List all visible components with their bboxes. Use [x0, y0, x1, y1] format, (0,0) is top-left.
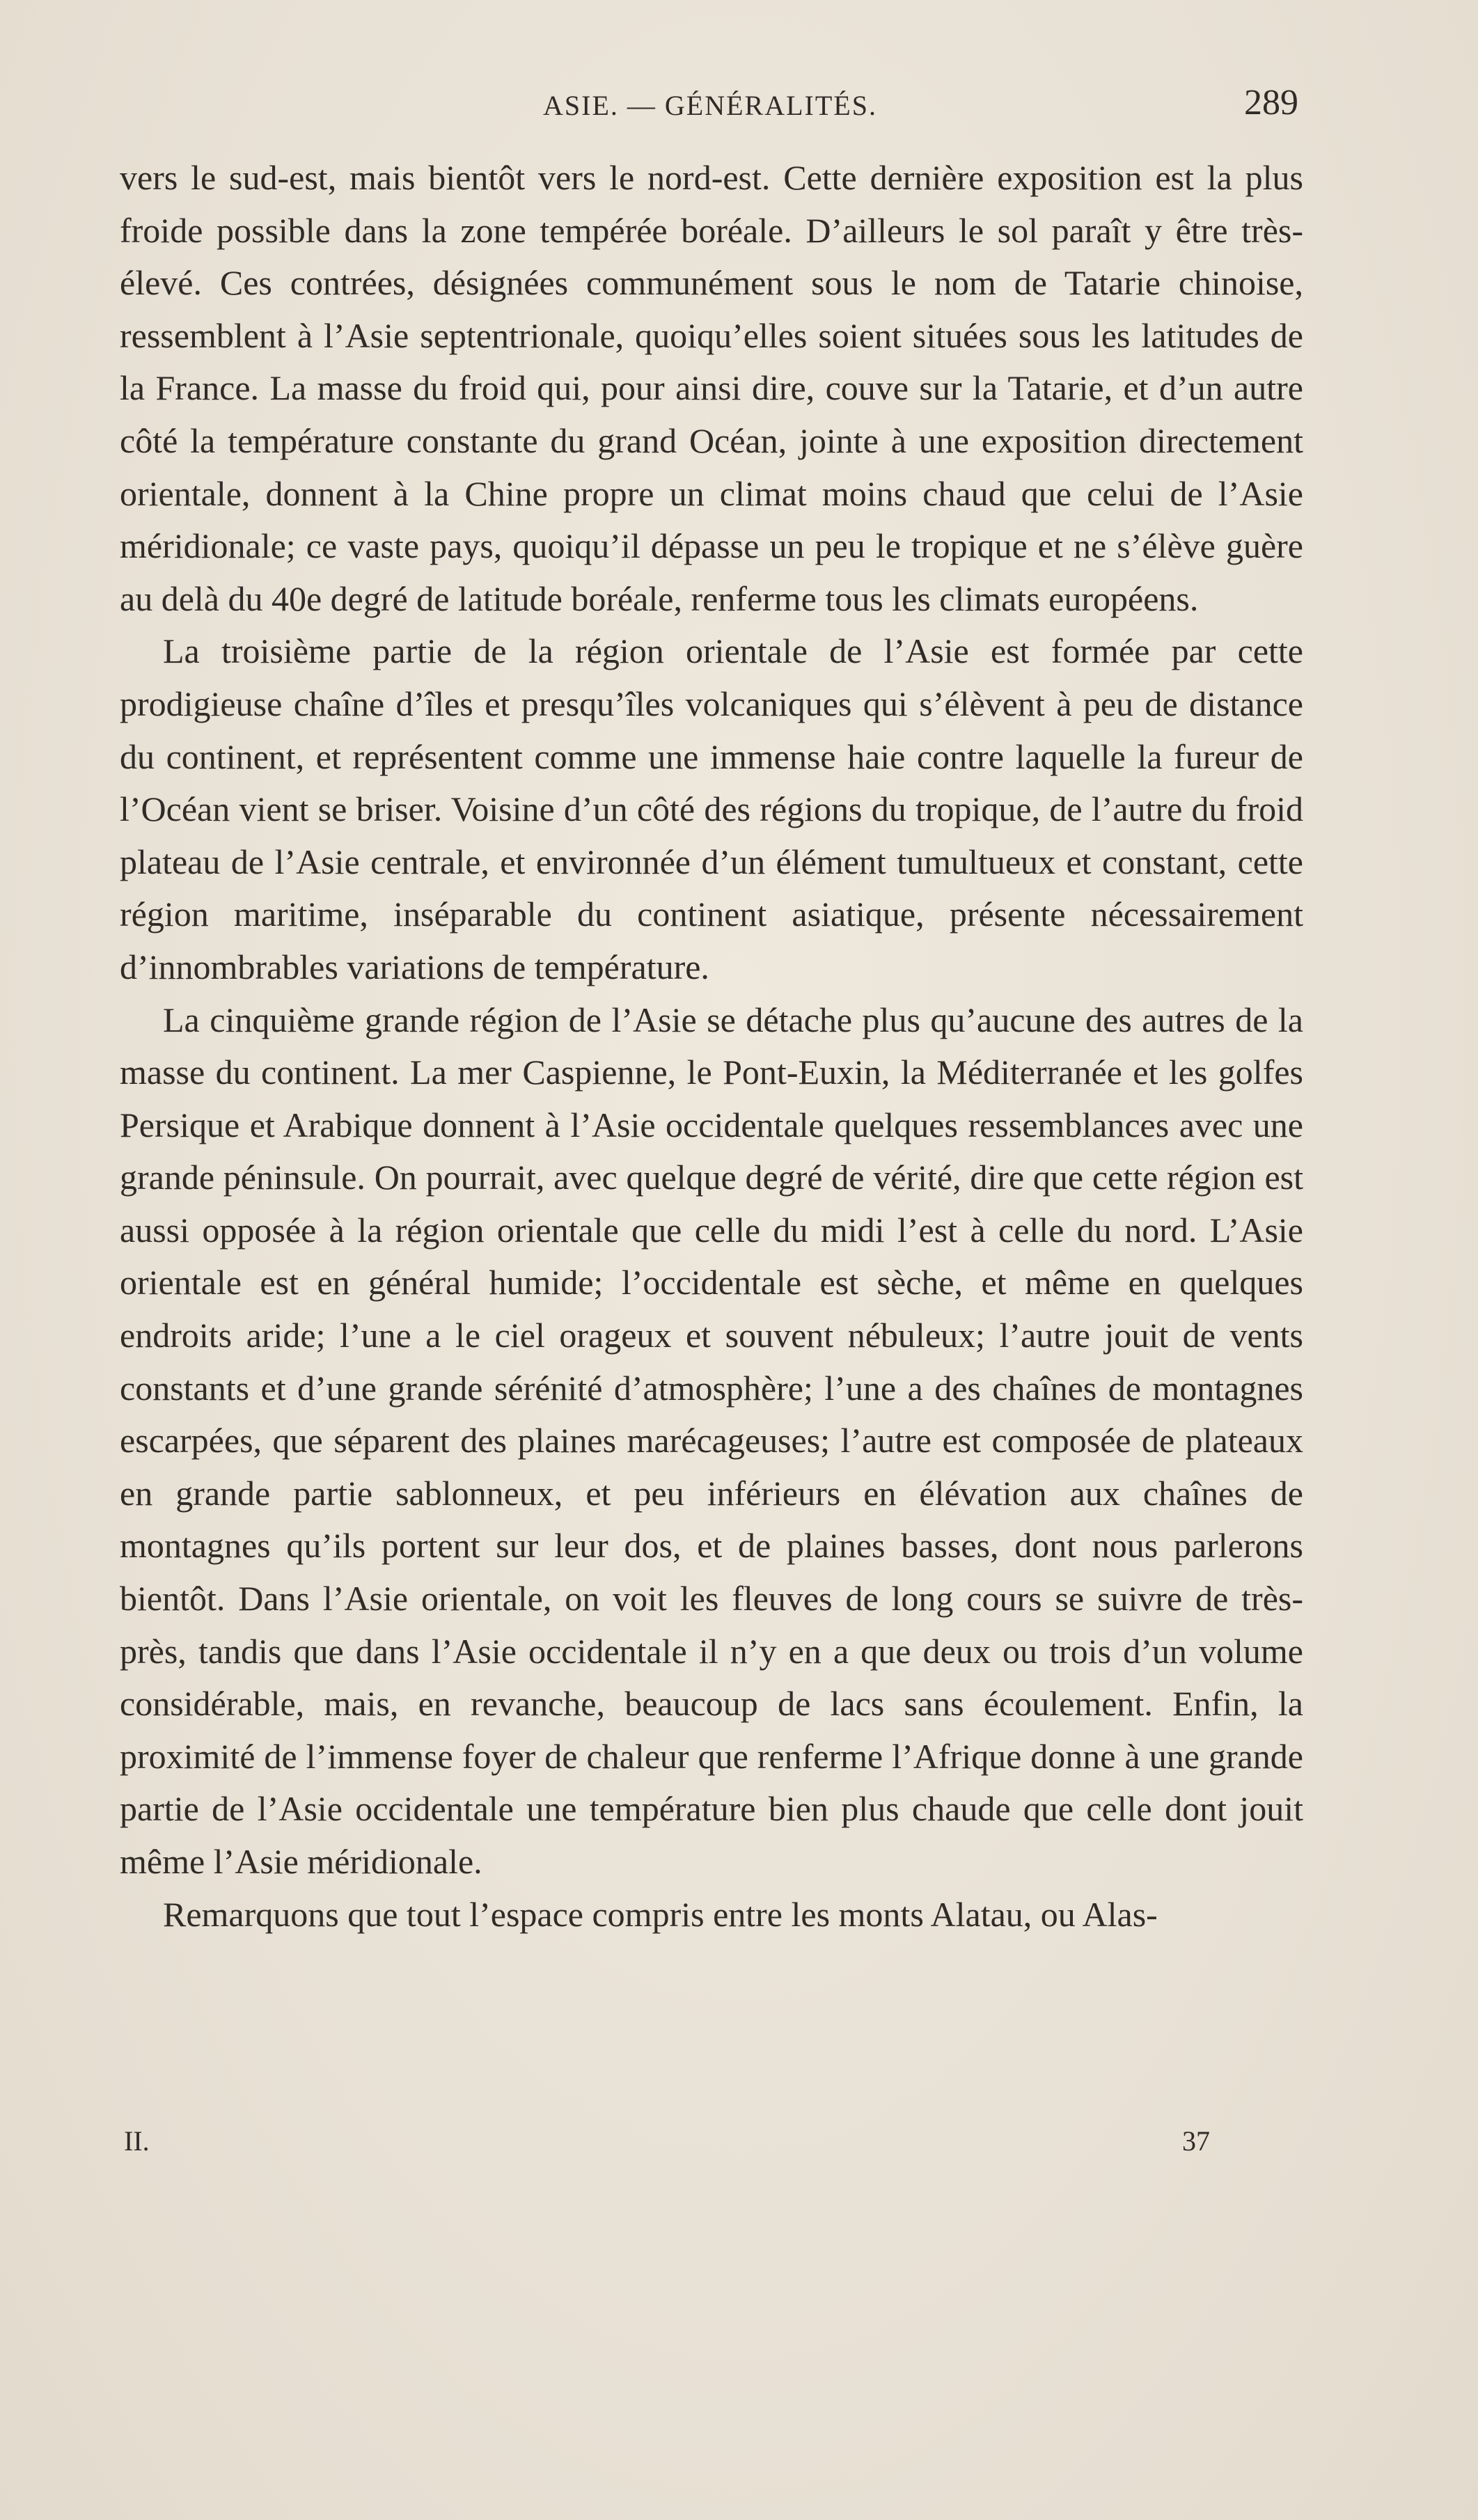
page-header: [122, 83, 1298, 131]
body-text: [120, 152, 1303, 1941]
page-number: 289: [1244, 83, 1298, 123]
page-footer: [124, 2125, 1210, 2166]
paragraph-3: La cinquième grande région de l’Asie se détache plus qu’aucune des autres de la masse du continent. La mer Caspienne, le Pont-Euxin, la Méditerranée et les golfes Persique et Arabique donnent à l’Asie occidentale quelques ressemblances avec une grande péninsule. On pourrait, avec quelque degré de vérité, dire que cette région est aussi opposée à la région orientale que celle du midi l’est à celle du nord. L’Asie orientale est en général humide; l’occidentale est sèche, et même en quelques endroits aride; l’une a le ciel orageux et souvent nébuleux; l’autre jouit de vents constants et d’une grande sérénité d’atmosphère; l’une a des chaînes de montagnes escarpées, que séparent des plaines marécageuses; l’autre est composée de plateaux en grande partie sablonneux, et peu inférieurs en élévation aux chaînes de montagnes qu’ils portent sur leur dos, et de plaines basses, dont nous parlerons bientôt. Dans l’Asie orientale, on voit les fleuves de long cours se suivre de très-près, tandis que dans l’Asie occidentale il n’y en a que deux ou trois d’un volume considérable, mais, en revanche, beaucoup de lacs sans écoulement. Enfin, la proximité de l’immense foyer de chaleur que renferme l’Afrique donne à une grande partie de l’Asie occidentale une température bien plus chaude que celle dont jouit même l’Asie méridionale.: [120, 1000, 1303, 1881]
paragraph-1: vers le sud-est, mais bientôt vers le nord-est. Cette dernière exposition est la plus froide possible dans la zone tempérée boréale. D’ailleurs le sol paraît y être très-élevé. Ces contrées, désignées communément sous le nom de Tatarie chinoise, ressemblent à l’Asie septentrionale, quoiqu’elles soient situées sous les latitudes de la France. La masse du froid qui, pour ainsi dire, couve sur la Tatarie, et d’un autre côté la température constante du grand Océan, jointe à une exposition directement orientale, donnent à la Chine propre un climat moins chaud que celui de l’Asie méridionale; ce vaste pays, quoiqu’il dépasse un peu le tropique et ne s’élève guère au delà du 40e degré de latitude boréale, renferme tous les climats européens.: [120, 158, 1303, 618]
paragraph-2: La troisième partie de la région orientale de l’Asie est formée par cette prodigieuse chaîne d’îles et presqu’îles volcaniques qui s’élèvent à peu de distance du continent, et représentent comme une immense haie contre laquelle la fureur de l’Océan vient se briser. Voisine d’un côté des régions du tropique, de l’autre du froid plateau de l’Asie centrale, et environnée d’un élément tumultueux et constant, cette région maritime, inséparable du continent asiatique, présente nécessairement d’innombrables variations de température.: [120, 631, 1303, 986]
paragraph-4: Remarquons que tout l’espace compris entre les monts Alatau, ou Alas-: [163, 1894, 1158, 1934]
folio-number: 37: [1182, 2125, 1210, 2157]
running-title: ASIE. — GÉNÉRALITÉS.: [543, 90, 877, 121]
signature-mark: II.: [124, 2125, 150, 2157]
